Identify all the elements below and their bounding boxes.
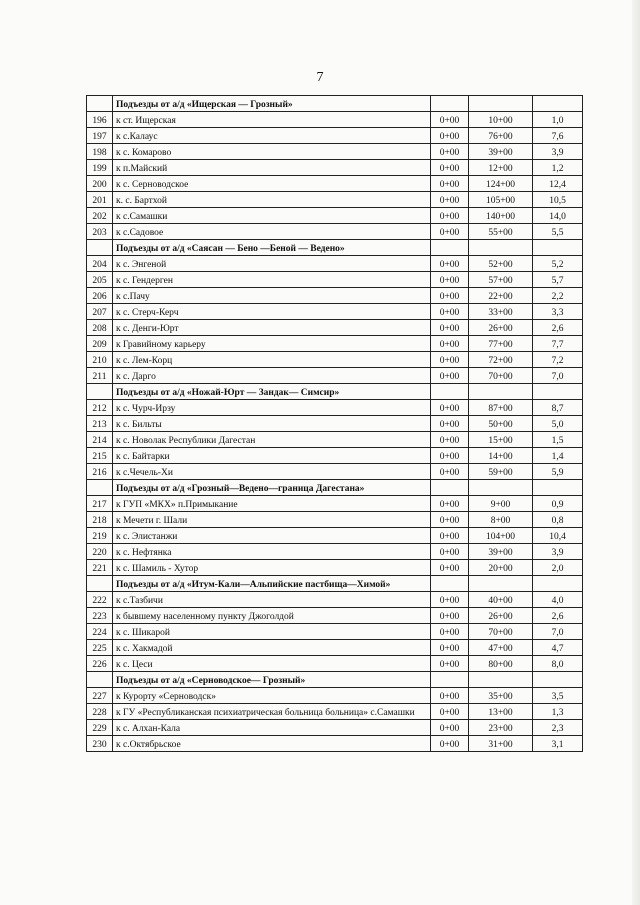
length-km: 2,0 [533,560,583,576]
end-km: 105+00 [469,192,533,208]
row-number: 202 [87,208,113,224]
road-name: к с. Байтарки [113,448,431,464]
page-number: 7 [316,70,324,85]
roads-table [86,95,583,752]
table-row [87,688,583,704]
length-km: 3,5 [533,688,583,704]
end-km: 39+00 [469,544,533,560]
start-km: 0+00 [431,144,469,160]
section-title: Подъезды от а/д «Итум-Кали—Альпийские пастбища—Химой» [113,576,431,592]
table-row [87,736,583,752]
end-km: 14+00 [469,448,533,464]
road-name: к п.Майский [113,160,431,176]
empty-cell [431,576,469,592]
start-km: 0+00 [431,496,469,512]
start-km: 0+00 [431,336,469,352]
length-km: 3,1 [533,736,583,752]
road-name: к с. Серноводское [113,176,431,192]
section-header-row [87,240,583,256]
length-km: 5,0 [533,416,583,432]
table-row [87,272,583,288]
road-name: к с. Комарово [113,144,431,160]
length-km: 7,6 [533,128,583,144]
section-title: Подъезды от а/д «Серноводское— Грозный» [113,672,431,688]
table-row [87,208,583,224]
empty-cell [469,240,533,256]
length-km: 2,6 [533,320,583,336]
table-row [87,288,583,304]
start-km: 0+00 [431,544,469,560]
road-name: к с. Цеси [113,656,431,672]
length-km: 12,4 [533,176,583,192]
start-km: 0+00 [431,208,469,224]
start-km: 0+00 [431,656,469,672]
start-km: 0+00 [431,704,469,720]
road-name: к с.Чечель-Хи [113,464,431,480]
row-number: 219 [87,528,113,544]
length-km: 5,5 [533,224,583,240]
end-km: 59+00 [469,464,533,480]
table-row [87,496,583,512]
row-number: 222 [87,592,113,608]
road-name: к с.Садовое [113,224,431,240]
start-km: 0+00 [431,416,469,432]
empty-cell [431,96,469,112]
road-name: к с. Шикарой [113,624,431,640]
road-name: к с.Тазбичи [113,592,431,608]
table-row [87,528,583,544]
start-km: 0+00 [431,112,469,128]
road-name: к ГУ «Республиканская психиатрическая больница больница» с.Самашки [113,704,431,720]
empty-cell [533,576,583,592]
table-row [87,416,583,432]
end-km: 70+00 [469,624,533,640]
length-km: 8,7 [533,400,583,416]
end-km: 140+00 [469,208,533,224]
row-number: 221 [87,560,113,576]
start-km: 0+00 [431,400,469,416]
end-km: 10+00 [469,112,533,128]
end-km: 87+00 [469,400,533,416]
empty-cell [87,96,113,112]
table-row [87,336,583,352]
table-row [87,320,583,336]
row-number: 220 [87,544,113,560]
road-name: к с. Алхан-Кала [113,720,431,736]
table-row [87,640,583,656]
section-header-row [87,96,583,112]
end-km: 31+00 [469,736,533,752]
road-name: к бывшему населенному пункту Джоголдой [113,608,431,624]
row-number: 226 [87,656,113,672]
start-km: 0+00 [431,352,469,368]
end-km: 23+00 [469,720,533,736]
start-km: 0+00 [431,272,469,288]
section-title: Подъезды от а/д «Ищерская — Грозный» [113,96,431,112]
road-name: к с.Пачу [113,288,431,304]
end-km: 12+00 [469,160,533,176]
empty-cell [469,576,533,592]
length-km: 7,0 [533,624,583,640]
table-row [87,464,583,480]
length-km: 2,6 [533,608,583,624]
start-km: 0+00 [431,256,469,272]
start-km: 0+00 [431,608,469,624]
end-km: 39+00 [469,144,533,160]
road-name: к с. Шамиль - Хутор [113,560,431,576]
table-row [87,656,583,672]
empty-cell [469,96,533,112]
end-km: 57+00 [469,272,533,288]
end-km: 26+00 [469,608,533,624]
length-km: 7,2 [533,352,583,368]
start-km: 0+00 [431,320,469,336]
start-km: 0+00 [431,624,469,640]
length-km: 5,2 [533,256,583,272]
empty-cell [431,384,469,400]
table-row [87,304,583,320]
table-row [87,544,583,560]
road-name: к Гравийному карьеру [113,336,431,352]
length-km: 1,4 [533,448,583,464]
end-km: 55+00 [469,224,533,240]
empty-cell [87,480,113,496]
empty-cell [469,672,533,688]
road-name: к с. Хакмадой [113,640,431,656]
table-row [87,256,583,272]
table-row [87,704,583,720]
end-km: 70+00 [469,368,533,384]
row-number: 210 [87,352,113,368]
length-km: 14,0 [533,208,583,224]
table-row [87,176,583,192]
row-number: 229 [87,720,113,736]
start-km: 0+00 [431,640,469,656]
row-number: 208 [87,320,113,336]
end-km: 76+00 [469,128,533,144]
end-km: 22+00 [469,288,533,304]
end-km: 77+00 [469,336,533,352]
row-number: 211 [87,368,113,384]
start-km: 0+00 [431,528,469,544]
section-title: Подъезды от а/д «Ножай-Юрт — Зандак— Симсир» [113,384,431,400]
length-km: 0,8 [533,512,583,528]
empty-cell [87,240,113,256]
row-number: 225 [87,640,113,656]
end-km: 8+00 [469,512,533,528]
start-km: 0+00 [431,560,469,576]
empty-cell [431,480,469,496]
row-number: 206 [87,288,113,304]
row-number: 217 [87,496,113,512]
table-row [87,448,583,464]
road-name: к с.Самашки [113,208,431,224]
table-row [87,624,583,640]
length-km: 2,3 [533,720,583,736]
road-name: к с. Нефтянка [113,544,431,560]
section-title: Подъезды от а/д «Грозный—Ведено—граница Дагестана» [113,480,431,496]
end-km: 47+00 [469,640,533,656]
start-km: 0+00 [431,512,469,528]
table-row [87,128,583,144]
row-number: 216 [87,464,113,480]
length-km: 4,0 [533,592,583,608]
end-km: 80+00 [469,656,533,672]
empty-cell [469,384,533,400]
length-km: 1,2 [533,160,583,176]
end-km: 20+00 [469,560,533,576]
section-header-row [87,480,583,496]
row-number: 204 [87,256,113,272]
end-km: 15+00 [469,432,533,448]
row-number: 199 [87,160,113,176]
length-km: 5,7 [533,272,583,288]
road-name: к с. Энгеной [113,256,431,272]
empty-cell [533,672,583,688]
end-km: 33+00 [469,304,533,320]
end-km: 52+00 [469,256,533,272]
empty-cell [533,480,583,496]
length-km: 5,9 [533,464,583,480]
row-number: 214 [87,432,113,448]
length-km: 4,7 [533,640,583,656]
end-km: 124+00 [469,176,533,192]
road-name: к ст. Ищерская [113,112,431,128]
length-km: 10,5 [533,192,583,208]
row-number: 227 [87,688,113,704]
end-km: 40+00 [469,592,533,608]
empty-cell [469,480,533,496]
length-km: 7,7 [533,336,583,352]
road-name: к с. Стерч-Керч [113,304,431,320]
start-km: 0+00 [431,448,469,464]
length-km: 1,0 [533,112,583,128]
start-km: 0+00 [431,592,469,608]
length-km: 8,0 [533,656,583,672]
length-km: 3,3 [533,304,583,320]
table-row [87,400,583,416]
row-number: 200 [87,176,113,192]
table-row [87,560,583,576]
table-row [87,368,583,384]
end-km: 104+00 [469,528,533,544]
row-number: 203 [87,224,113,240]
empty-cell [533,240,583,256]
road-name: к Курорту «Серноводск» [113,688,431,704]
road-name: к с.Октябрьское [113,736,431,752]
section-header-row [87,384,583,400]
length-km: 7,0 [533,368,583,384]
table-row [87,512,583,528]
start-km: 0+00 [431,128,469,144]
section-title: Подъезды от а/д «Саясан — Бено —Беной — Ведено» [113,240,431,256]
start-km: 0+00 [431,688,469,704]
road-name: к. с. Бартхой [113,192,431,208]
row-number: 205 [87,272,113,288]
start-km: 0+00 [431,192,469,208]
start-km: 0+00 [431,288,469,304]
table-row [87,720,583,736]
start-km: 0+00 [431,176,469,192]
length-km: 10,4 [533,528,583,544]
table-row [87,144,583,160]
start-km: 0+00 [431,304,469,320]
table-row [87,160,583,176]
empty-cell [431,240,469,256]
table-row [87,224,583,240]
empty-cell [533,384,583,400]
row-number: 209 [87,336,113,352]
empty-cell [431,672,469,688]
end-km: 13+00 [469,704,533,720]
start-km: 0+00 [431,160,469,176]
table-row [87,608,583,624]
end-km: 72+00 [469,352,533,368]
road-name: к с. Чурч-Ирзу [113,400,431,416]
start-km: 0+00 [431,720,469,736]
start-km: 0+00 [431,368,469,384]
road-name: к с. Элистанжи [113,528,431,544]
row-number: 223 [87,608,113,624]
road-name: к с.Калаус [113,128,431,144]
road-name: к с. Новолак Республики Дагестан [113,432,431,448]
road-name: к с. Гендерген [113,272,431,288]
length-km: 1,5 [533,432,583,448]
row-number: 228 [87,704,113,720]
section-header-row [87,672,583,688]
length-km: 0,9 [533,496,583,512]
road-name: к с. Бильты [113,416,431,432]
road-name: к с. Дарго [113,368,431,384]
section-header-row [87,576,583,592]
empty-cell [87,576,113,592]
length-km: 1,3 [533,704,583,720]
empty-cell [87,384,113,400]
row-number: 201 [87,192,113,208]
table-row [87,112,583,128]
scan-edge [632,0,640,905]
road-name: к с. Денги-Юрт [113,320,431,336]
row-number: 213 [87,416,113,432]
table-row [87,432,583,448]
road-name: к ГУП «МКХ» п.Примыкание [113,496,431,512]
end-km: 9+00 [469,496,533,512]
end-km: 35+00 [469,688,533,704]
row-number: 224 [87,624,113,640]
table-row [87,192,583,208]
row-number: 198 [87,144,113,160]
start-km: 0+00 [431,736,469,752]
table-row [87,592,583,608]
row-number: 197 [87,128,113,144]
row-number: 212 [87,400,113,416]
table-row [87,352,583,368]
end-km: 26+00 [469,320,533,336]
row-number: 207 [87,304,113,320]
row-number: 215 [87,448,113,464]
end-km: 50+00 [469,416,533,432]
row-number: 196 [87,112,113,128]
start-km: 0+00 [431,432,469,448]
empty-cell [533,96,583,112]
road-name: к с. Лем-Корц [113,352,431,368]
length-km: 3,9 [533,544,583,560]
empty-cell [87,672,113,688]
road-name: к Мечети г. Шали [113,512,431,528]
length-km: 3,9 [533,144,583,160]
length-km: 2,2 [533,288,583,304]
start-km: 0+00 [431,464,469,480]
start-km: 0+00 [431,224,469,240]
row-number: 230 [87,736,113,752]
row-number: 218 [87,512,113,528]
